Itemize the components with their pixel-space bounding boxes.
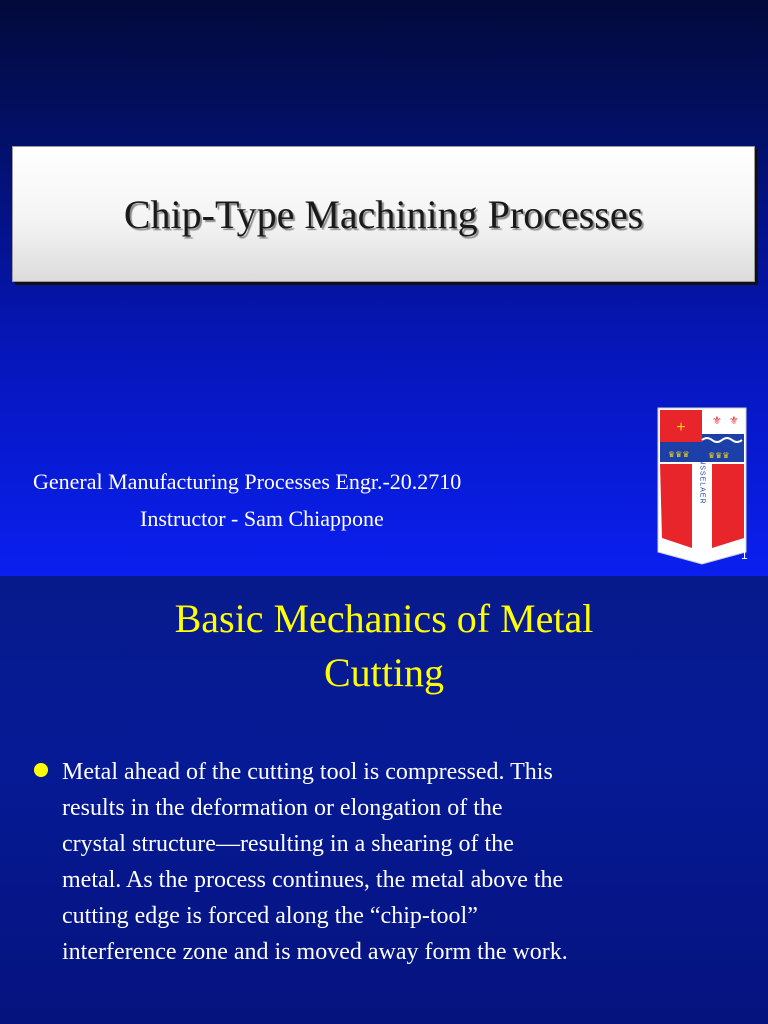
bullet-dot-icon	[34, 763, 48, 777]
svg-text:♛♛♛: ♛♛♛	[708, 451, 730, 460]
bullet-line: metal. As the process continues, the metal above the	[62, 867, 564, 893]
bullet-line: crystal structure—resulting in a shearing of the	[62, 831, 514, 857]
bullet-line: results in the deformation or elongation of the	[62, 795, 503, 821]
bullet-text	[62, 754, 568, 970]
rensselaer-shield-logo	[656, 406, 748, 566]
course-name: General Manufacturing Processes Engr.-20.2710	[33, 469, 462, 494]
shield-label: RENSSELAER	[698, 447, 706, 505]
svg-text:♛♛♛: ♛♛♛	[668, 450, 690, 459]
slide-2-title-line-1: Basic Mechanics of Metal	[174, 596, 594, 641]
slide-2-title	[0, 592, 768, 700]
bullet-line: Metal ahead of the cutting tool is compressed. This	[62, 759, 553, 785]
bullet-line: cutting edge is forced along the “chip-tool”	[62, 903, 478, 929]
slide-title: Chip-Type Machining Processes	[123, 191, 644, 237]
page-number: 1	[741, 548, 748, 562]
slide-2-title-line-2: Cutting	[323, 650, 445, 695]
slide-2	[0, 576, 768, 1024]
bullet-line: interference zone and is moved away form the work.	[62, 939, 568, 965]
svg-text:+: +	[676, 419, 686, 436]
instructor-name: Instructor - Sam Chiappone	[140, 506, 384, 531]
bullet-item	[34, 754, 724, 970]
title-box	[12, 146, 755, 282]
svg-text:⚜: ⚜	[729, 414, 739, 427]
svg-text:⚜: ⚜	[712, 414, 722, 427]
